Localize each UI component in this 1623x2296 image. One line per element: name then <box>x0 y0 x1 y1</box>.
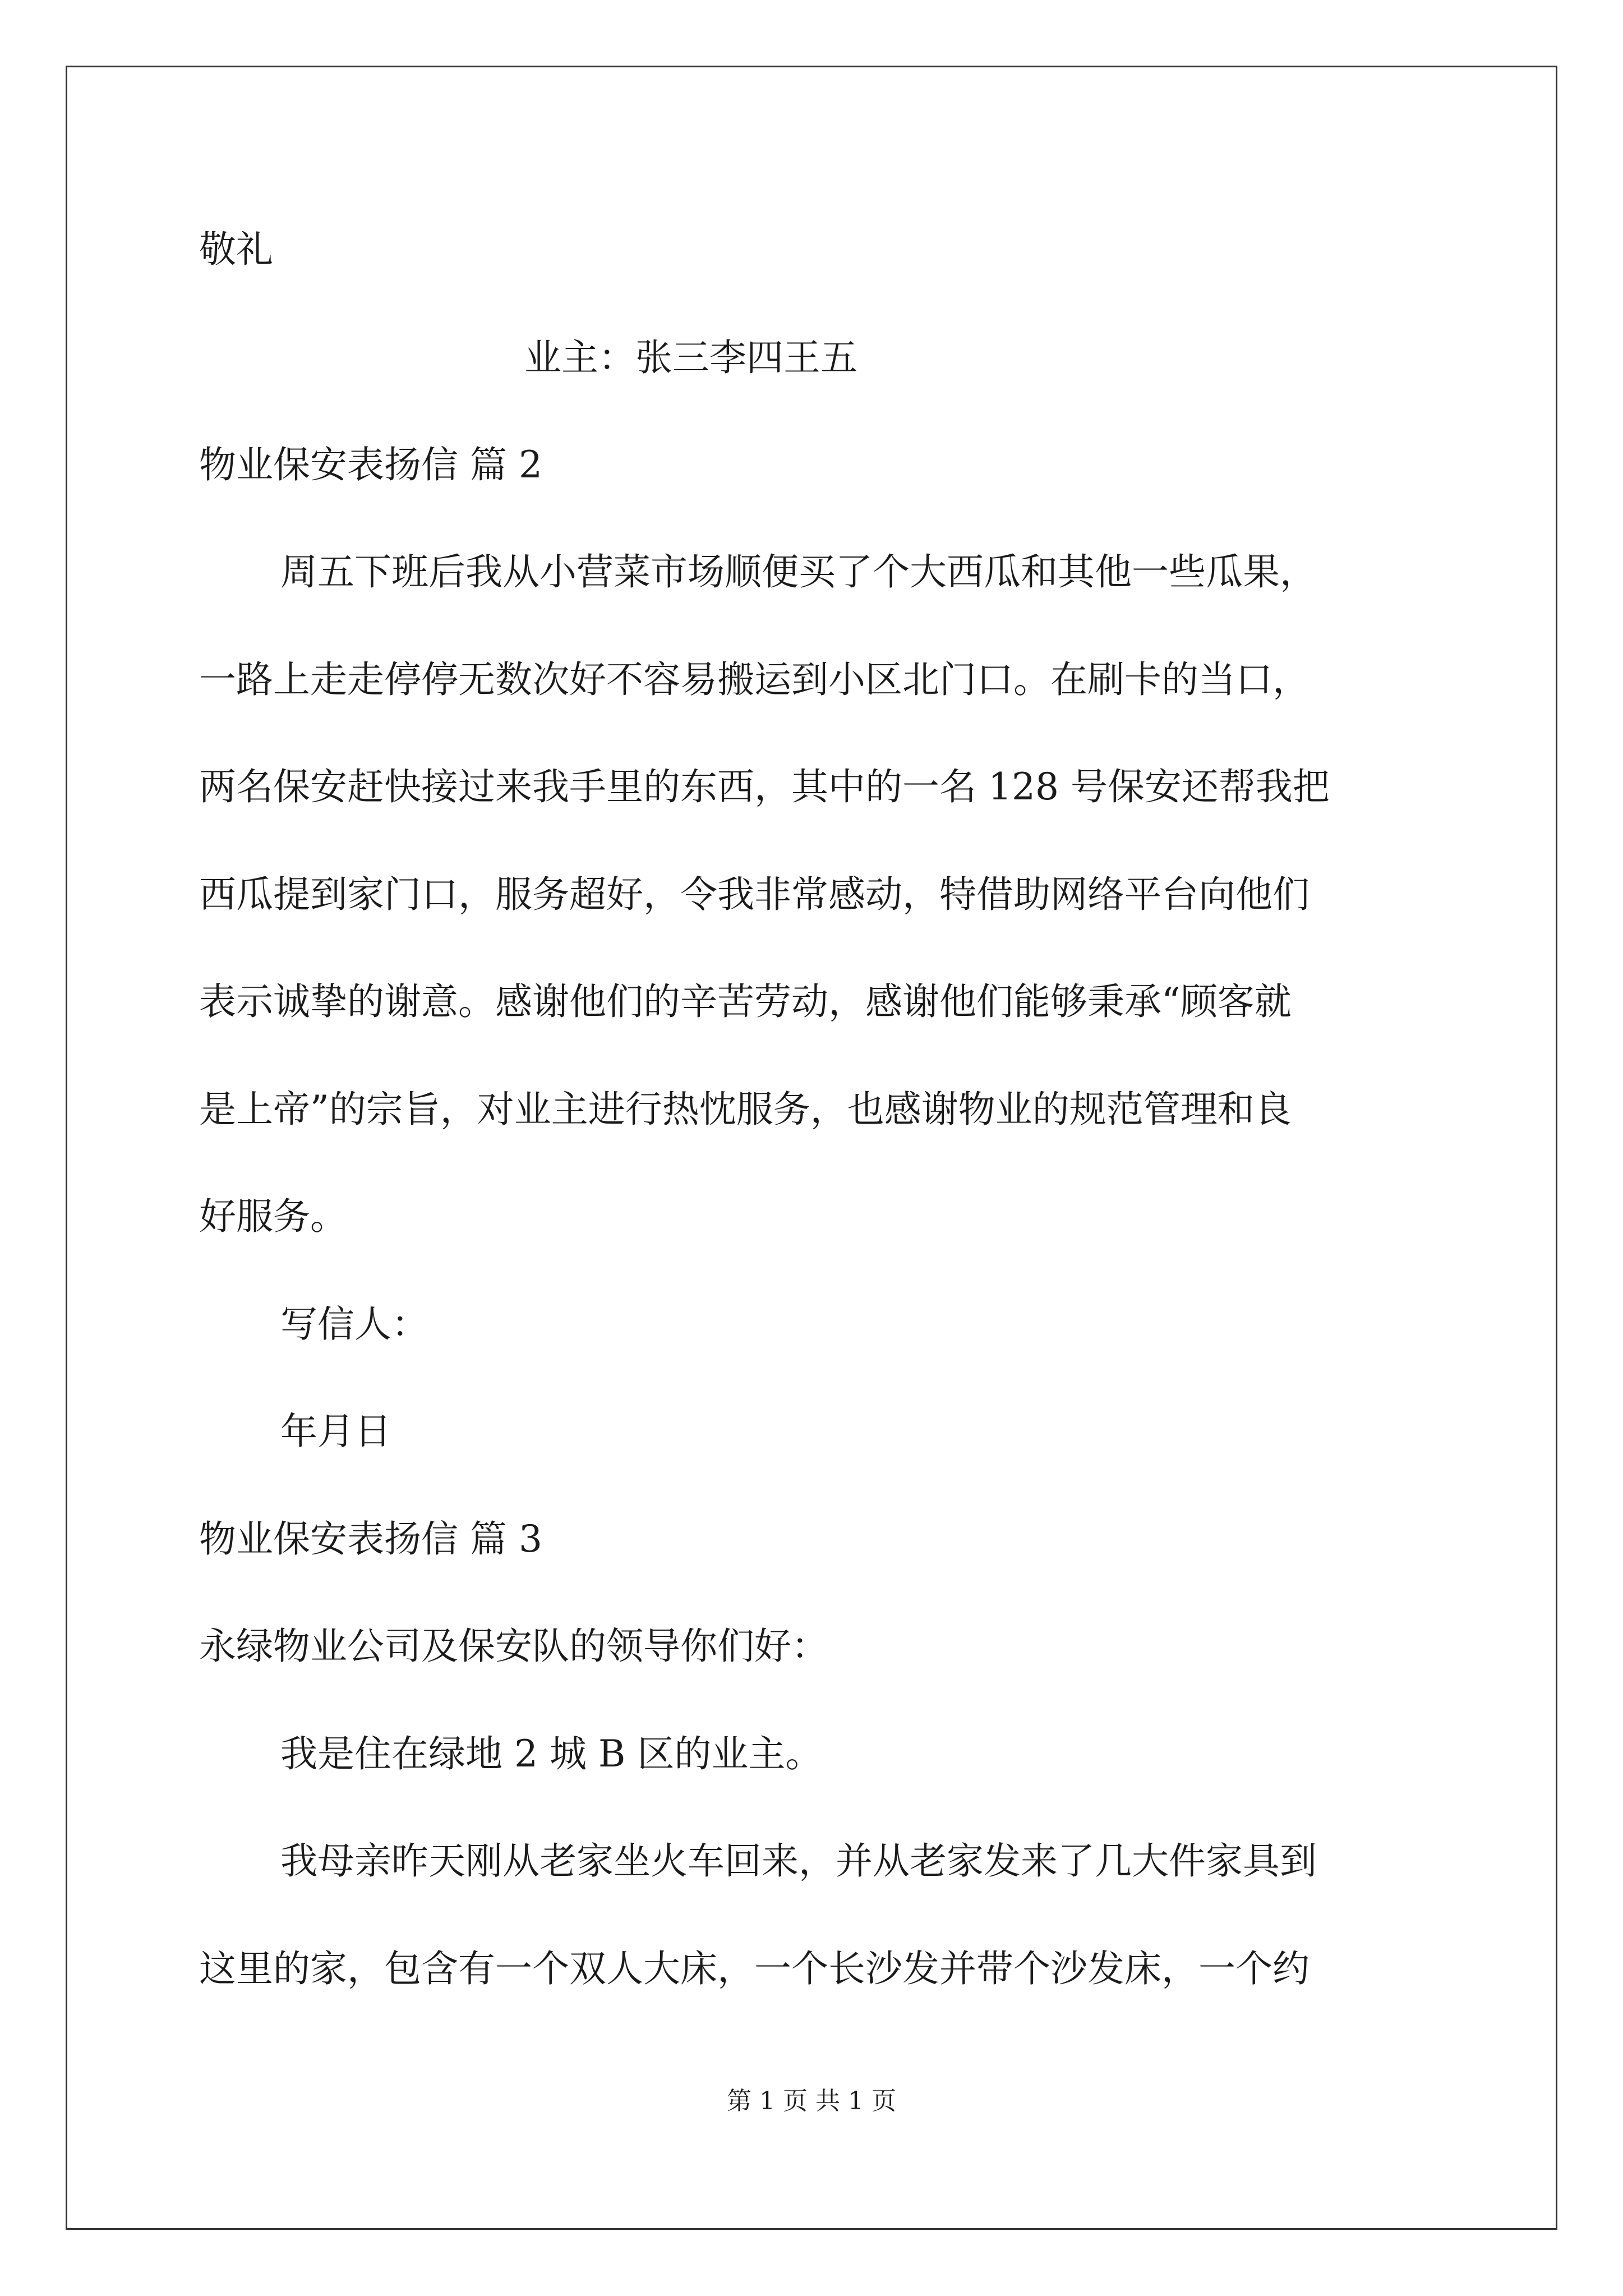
paragraph-line: 我母亲昨天刚从老家坐火车回来，并从老家发来了几大件家具到 <box>280 1839 1317 1883</box>
paragraph-line: 好服务。 <box>199 1195 347 1238</box>
signature-text: 业主：张三李四王五 <box>524 336 857 379</box>
page-footer: 第 1 页 共 1 页 <box>727 2087 896 2115</box>
paragraph-line: 西瓜提到家门口，服务超好，令我非常感动，特借助网络平台向他们 <box>199 873 1310 916</box>
paragraph-line: 两名保安赶快接过来我手里的东西，其中的一名 128 号保安还帮我把 <box>199 765 1330 808</box>
closing-text: 敬礼 <box>199 228 273 271</box>
section-heading-2: 物业保安表扬信 篇 2 <box>199 443 542 486</box>
date-label: 年月日 <box>280 1410 391 1453</box>
paragraph-line: 周五下班后我从小营菜市场顺便买了个大西瓜和其他一些瓜果， <box>280 550 1317 593</box>
paragraph-line: 这里的家，包含有一个双人大床，一个长沙发并带个沙发床，一个约 <box>199 1947 1310 1990</box>
paragraph-line: 我是住在绿地 2 城 B 区的业主。 <box>280 1732 823 1775</box>
paragraph-line: 表示诚挚的谢意。感谢他们的辛苦劳动，感谢他们能够秉承“顾客就 <box>199 980 1292 1023</box>
page-border <box>66 66 1557 2230</box>
paragraph-line: 一路上走走停停无数次好不容易搬运到小区北门口。在刷卡的当口， <box>199 658 1310 701</box>
salutation-text: 永绿物业公司及保安队的领导你们好： <box>199 1625 828 1668</box>
paragraph-line: 是上帝”的宗旨，对业主进行热忱服务，也感谢物业的规范管理和良 <box>199 1088 1292 1131</box>
writer-label: 写信人： <box>280 1303 428 1346</box>
section-heading-3: 物业保安表扬信 篇 3 <box>199 1517 542 1561</box>
